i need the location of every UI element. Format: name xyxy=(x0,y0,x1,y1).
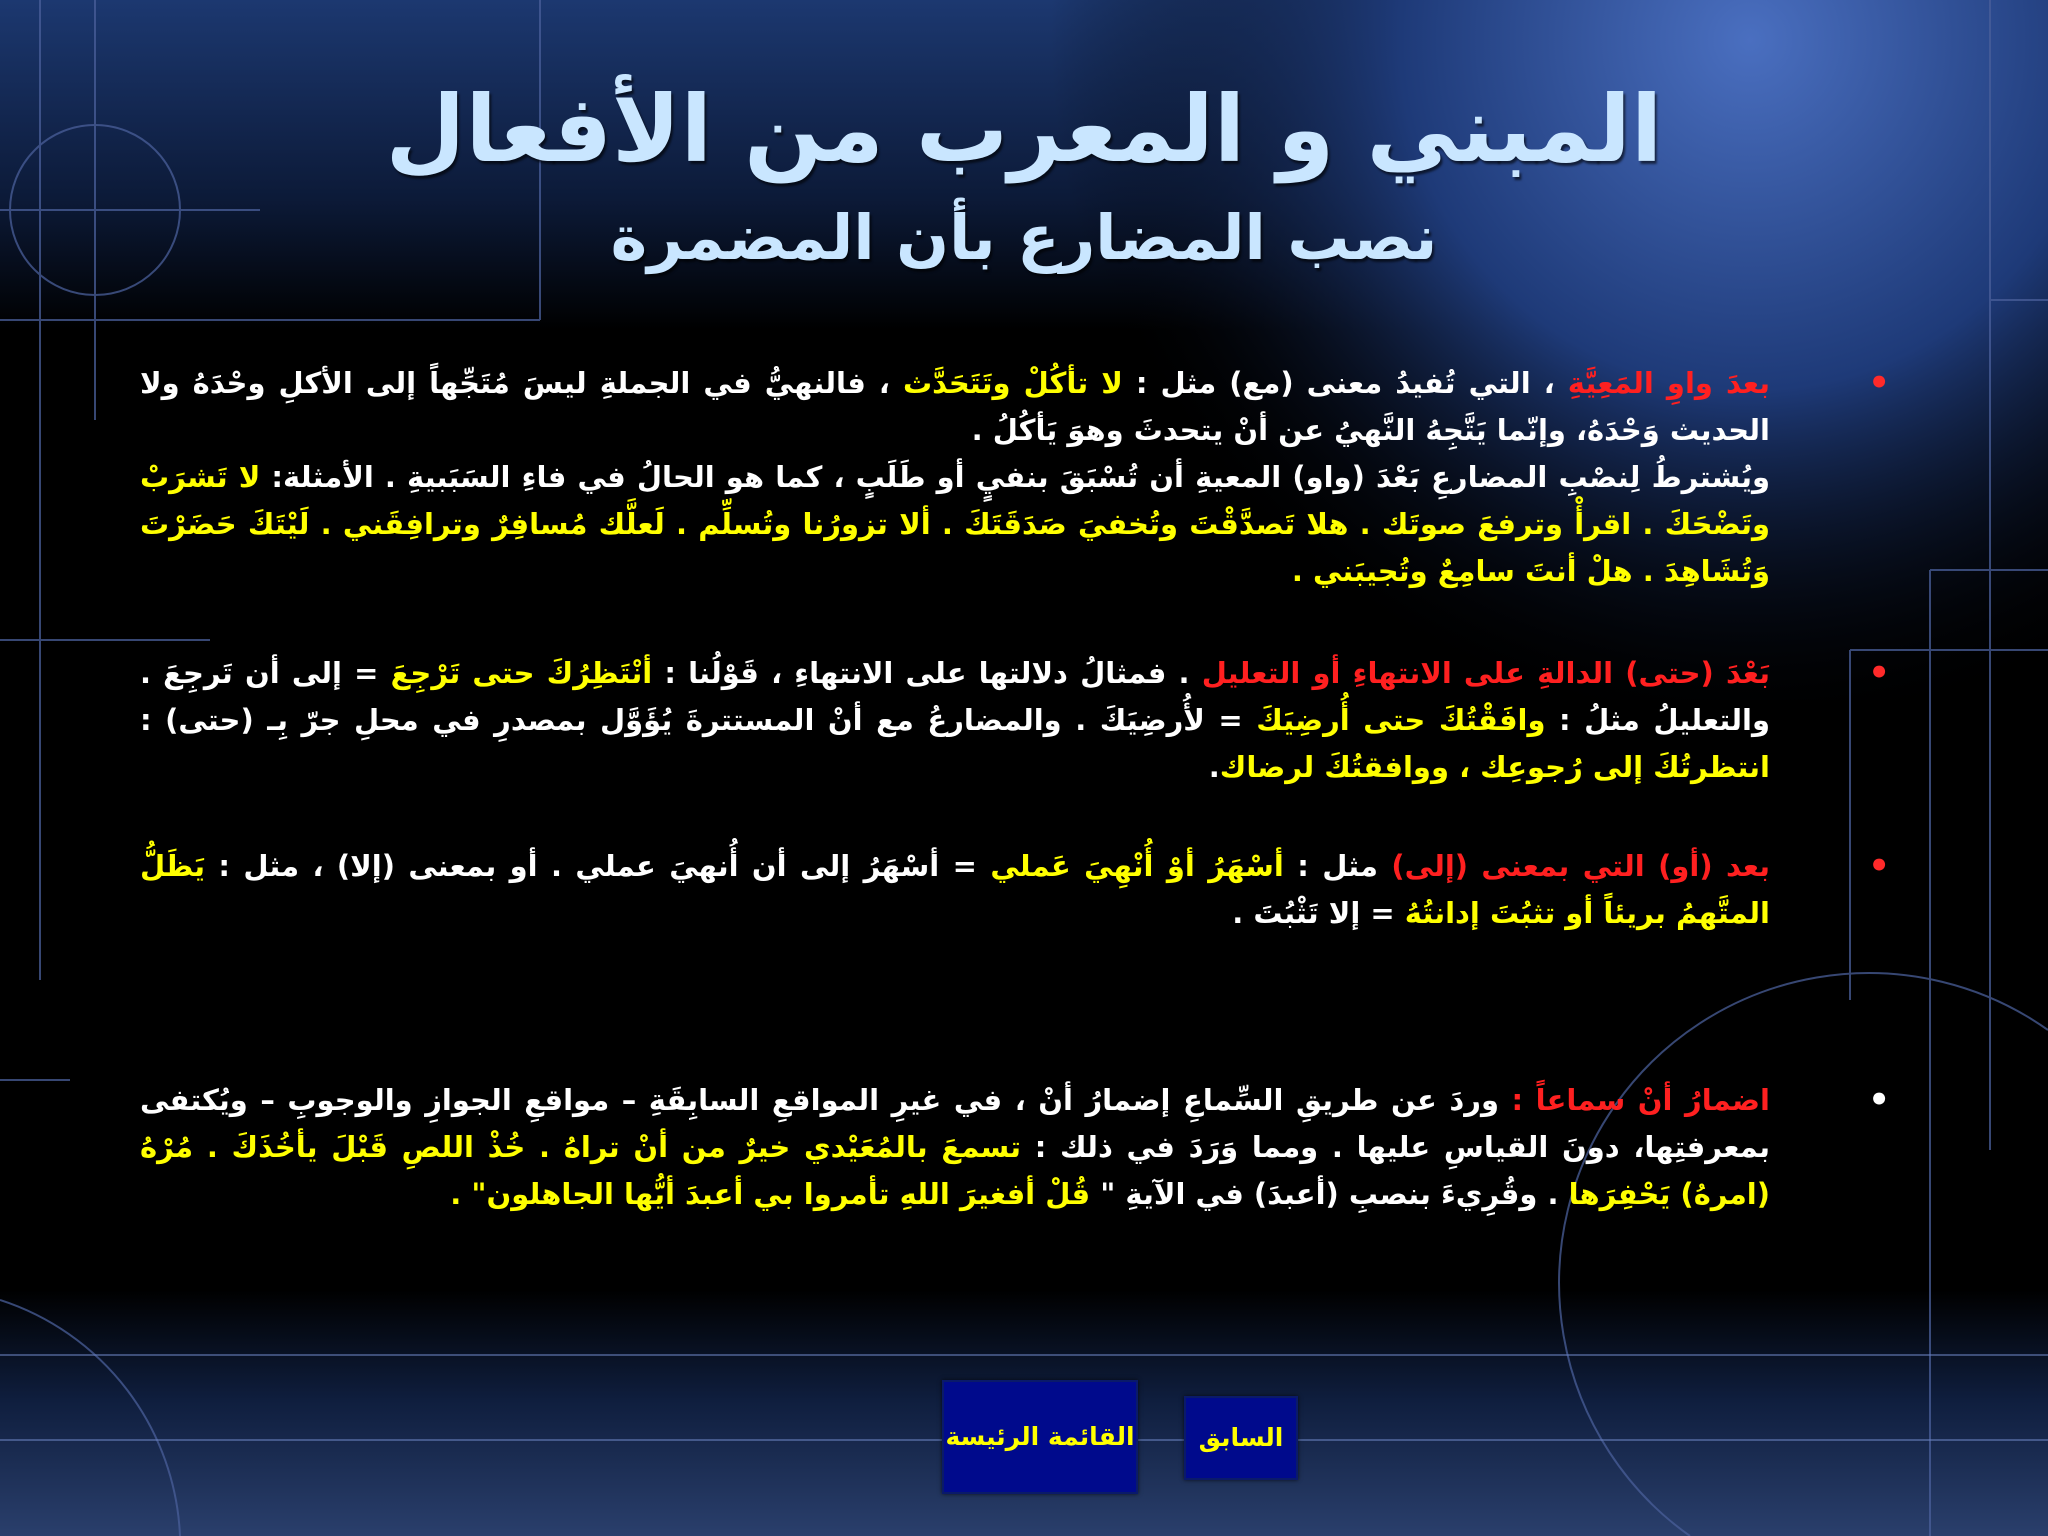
bullet-dot: • xyxy=(1868,846,1890,886)
text-segment: انتظرتُكَ إلى رُجوعِك ، ووافقتُكَ لرضاك xyxy=(1219,750,1770,784)
bullet-dot: • xyxy=(1868,1080,1890,1120)
text-segment: يَظَلُّ المتَّهمُ بريئاً أو تثبُتَ إدانتُهُ xyxy=(140,849,1770,930)
bullet-text xyxy=(140,360,1770,454)
text-segment: وافَقْتُكَ حتى أُرضِيَكَ xyxy=(1256,703,1546,737)
bullet-item-waw-maiya xyxy=(140,360,1890,595)
text-segment: وردَ عن طريقِ السِّماعِ إضمارُ أنْ ، في غيرِ المواقعِ السابِقَةِ – مواقعِ الجوازِ والوجوبِ – ويُكتفى بمعرفتِها، دونَ القياسِ عليها . ومما وَرَدَ في ذلك : xyxy=(140,1083,1770,1164)
slide-title: المبني و المعرب من الأفعال xyxy=(385,76,1663,183)
text-segment: مثل : xyxy=(1283,849,1392,883)
text-segment: = لأُرضِيَكَ . والمضارعُ مع أنْ المستترةَ يُؤَوَّل بمصدرِ في محلِ جرّ بِـ (حتى) : xyxy=(140,703,1257,737)
text-segment: = إلى أن تَرجِعَ . والتعليلُ مثلُ : xyxy=(140,656,1770,737)
bullet-item-aw xyxy=(140,843,1890,937)
previous-button-label: السابق xyxy=(1198,1423,1284,1452)
slide-subtitle: نصب المضارع بأن المضمرة xyxy=(610,201,1438,274)
text-segment: . فمثالُ دلالتها على الانتهاءِ ، قَوْلُنا : xyxy=(652,656,1202,690)
main-menu-button[interactable] xyxy=(942,1380,1138,1494)
bullet-text xyxy=(140,843,1770,937)
text-segment: ويُشترطُ لِنصْبِ المضارعِ بَعْدَ (واو) المعيةِ أن تُسْبَقَ بنفيٍ أو طَلَبٍ ، كما هو الحالُ في فاءِ السَبَبيةِ . الأمثلة: xyxy=(260,460,1770,494)
bullet-dot: • xyxy=(1868,653,1890,693)
text-segment: قُلْ أفغيرَ اللهِ تأمروا بي أعبدَ أيُّها الجاهلون" . xyxy=(450,1177,1091,1211)
text-segment: = إلا تَثْبُتَ . xyxy=(1232,896,1405,930)
text-segment: أنْتَظِرُكَ حتى تَرْجِعَ xyxy=(390,656,653,690)
text-segment: بَعْدَ (حتى) الدالةِ على الانتهاءِ أو التعليل xyxy=(1201,656,1770,690)
text-segment: اضمارُ أنْ سماعاً : xyxy=(1511,1083,1770,1117)
text-segment: . وقُرِيءَ بنصبِ (أعبدَ) في الآيةِ " xyxy=(1090,1177,1569,1211)
text-segment: لا تأكُلْ وتَتَحَدَّث xyxy=(903,366,1123,400)
bullet-text-continued xyxy=(140,454,1770,595)
text-segment: لا تَشرَبْ وتَضْحَكَ . اقرأْ وترفعَ صوتَك . هلا تَصدَّقْتَ وتُخفيَ صَدَقَتَكَ . ألا تزورُنا وتُسلِّم . لَعلَّك مُسافِرٌ وترافِقَني . لَيْتَكَ حَضَرْتَ وَتُشَاهِدَ . هلْ أنتَ سامِعٌ وتُجيبَني . xyxy=(140,460,1770,588)
text-segment: بعدَ واوِ المَعِيَّةِ xyxy=(1567,366,1770,400)
bullet-text xyxy=(140,1077,1770,1218)
main-menu-button-label: القائمة الرئيسة xyxy=(945,1422,1135,1451)
bullet-item-hatta xyxy=(140,650,1890,791)
text-segment: بعد (أو) التي بمعنى (إلى) xyxy=(1391,849,1770,883)
text-segment: . xyxy=(1208,750,1220,784)
bullet-dot: • xyxy=(1868,363,1890,403)
text-segment: ، التي تُفيدُ معنى (مع) مثل : xyxy=(1122,366,1568,400)
text-segment: ، فالنهيُّ في الجملةِ ليسَ مُتَجِّهاً إلى الأكلِ وحْدَهُ ولا الحديث وَحْدَهُ، وإنّما يَتَّجِهُ النَّهيُ عن أنْ يتحدثَ وهوَ يَأكُلُ . xyxy=(140,366,1770,447)
text-segment: = أسْهَرُ إلى أن أُنهيَ عملي . أو بمعنى (إلا) ، مثل : xyxy=(205,849,991,883)
text-segment: أسْهَرُ أوْ أُنْهِيَ عَملي xyxy=(990,849,1284,883)
text-segment: تسمعَ بالمُعَيْدي خيرٌ من أنْ تراهُ . خُذْ اللصِ قَبْلَ يأخُذَكَ . مُرْهُ (امرهُ) يَحْفِرَها xyxy=(140,1130,1770,1211)
bullet-text xyxy=(140,650,1770,791)
previous-button[interactable] xyxy=(1184,1396,1298,1480)
bullet-item-samaa xyxy=(140,1077,1890,1218)
